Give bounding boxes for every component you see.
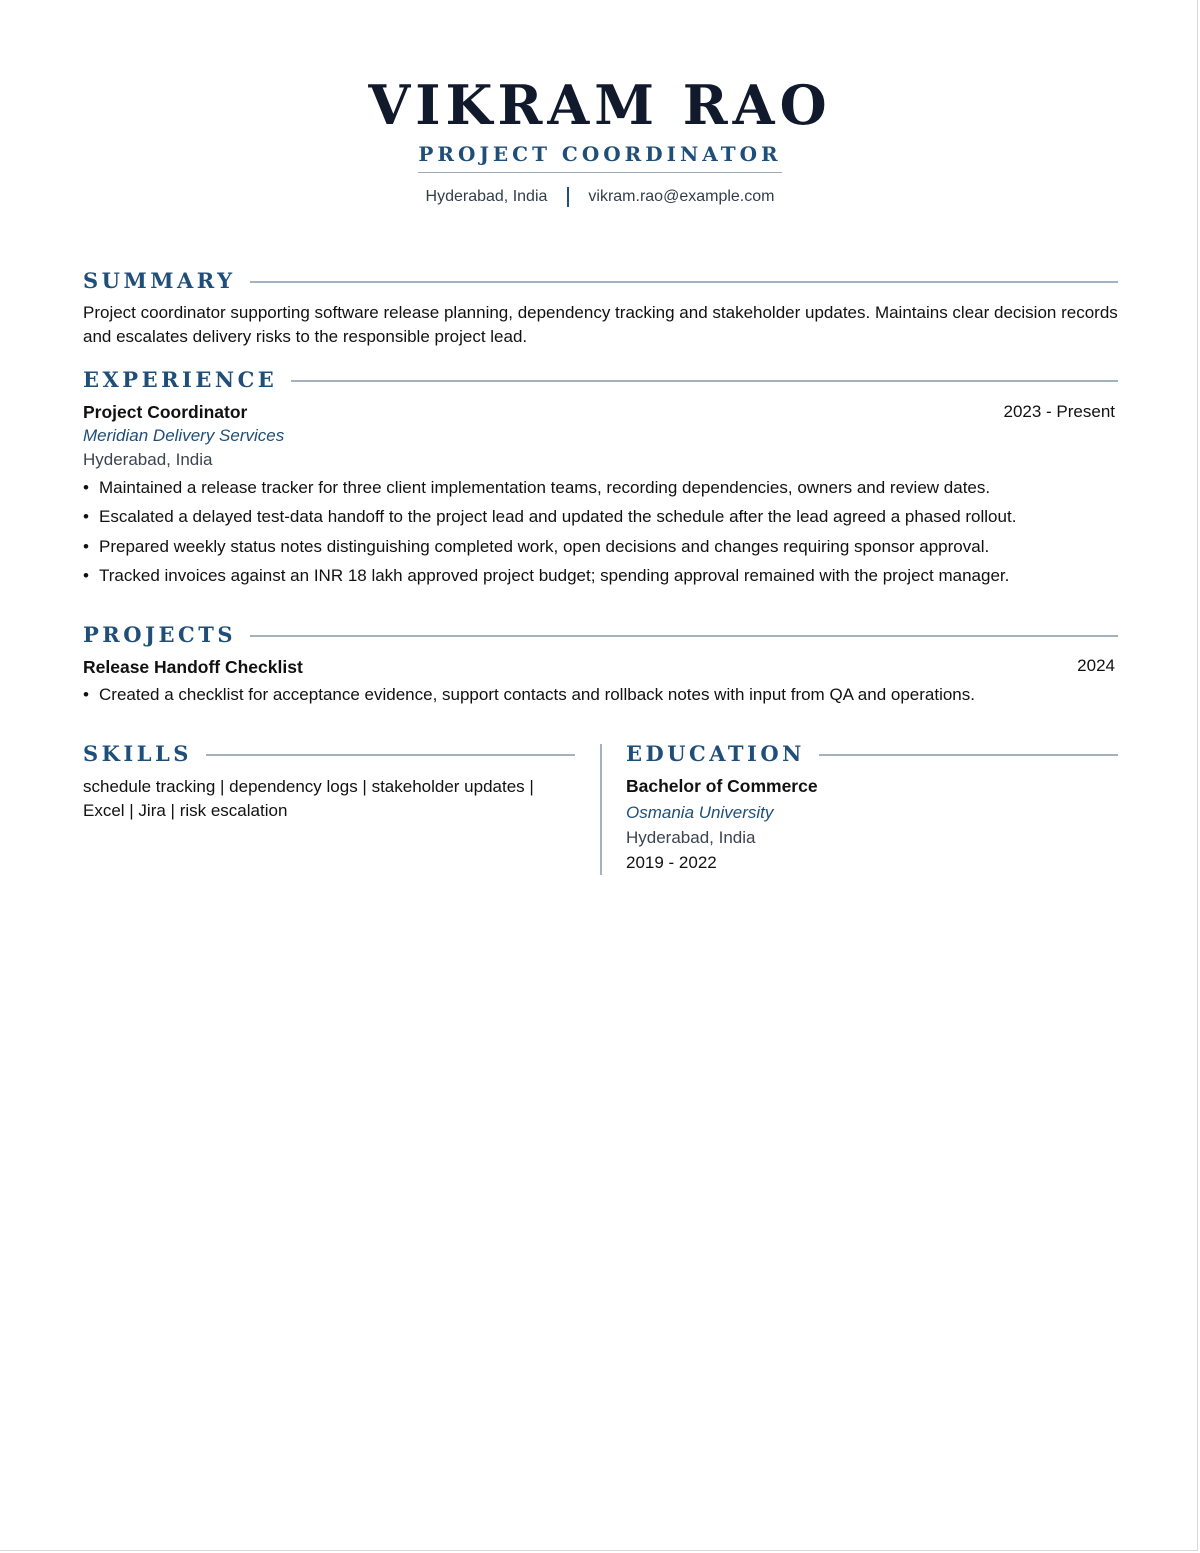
list-item: • Maintained a release tracker for three client implementation teams, recording dependencies, owners and review dates.	[83, 476, 1118, 500]
contact-location: Hyderabad, India	[425, 188, 548, 205]
experience-heading	[83, 367, 1118, 393]
job-title: Project Coordinator	[83, 402, 248, 422]
list-item: • Created a checklist for acceptance evidence, support contacts and rollback notes with input from QA and operations.	[83, 683, 1118, 707]
summary-heading	[83, 268, 1118, 294]
projects-heading-label: PROJECTS	[83, 622, 236, 647]
job-company: Meridian Delivery Services	[83, 426, 285, 445]
summary-heading-rule	[250, 281, 1118, 283]
project-title: Release Handoff Checklist	[83, 657, 303, 677]
education-location: Hyderabad, India	[626, 828, 756, 847]
contact-separator	[567, 187, 569, 207]
education-dates: 2019 - 2022	[626, 853, 717, 872]
job-bullets	[83, 476, 1118, 593]
list-item: • Escalated a delayed test-data handoff to the project lead and updated the schedule after the lead agreed a phased rollout.	[83, 505, 1118, 529]
candidate-role: PROJECT COORDINATOR	[418, 142, 782, 166]
experience-heading-label: EXPERIENCE	[83, 367, 278, 392]
project-year: 2024	[1077, 656, 1115, 675]
education-heading-rule	[819, 754, 1118, 756]
experience-heading-rule	[291, 380, 1118, 382]
skills-text: schedule tracking | dependency logs | stakeholder updates | Excel | Jira | risk escalation	[83, 777, 534, 820]
education-degree: Bachelor of Commerce	[626, 776, 818, 796]
resume-header	[0, 70, 1200, 207]
skills-heading-label: SKILLS	[83, 741, 192, 766]
education-heading-label: EDUCATION	[626, 741, 805, 766]
list-item: • Prepared weekly status notes distinguishing completed work, open decisions and changes requiring sponsor approval.	[83, 535, 1118, 559]
role-underline	[418, 140, 781, 173]
contact-line	[0, 187, 1200, 207]
education-heading	[626, 741, 1118, 767]
job-location: Hyderabad, India	[83, 450, 213, 469]
column-divider	[600, 744, 602, 875]
project-bullets	[83, 683, 1118, 712]
contact-email[interactable]: vikram.rao@example.com	[588, 188, 775, 205]
list-item: • Tracked invoices against an INR 18 lakh approved project budget; spending approval remained with the project manager.	[83, 564, 1118, 588]
summary-heading-label: SUMMARY	[83, 268, 236, 293]
skills-heading	[83, 741, 575, 767]
skills-heading-rule	[206, 754, 575, 756]
education-school: Osmania University	[626, 803, 774, 822]
job-dates: 2023 - Present	[1003, 402, 1115, 421]
projects-heading-rule	[250, 635, 1118, 637]
summary-text: Project coordinator supporting software release planning, dependency tracking and stakeholder updates. Maintains clear decision records and escalates delivery risks to the responsible project lead.	[83, 303, 1118, 346]
candidate-name: VIKRAM RAO	[368, 73, 832, 137]
projects-heading	[83, 622, 1118, 648]
